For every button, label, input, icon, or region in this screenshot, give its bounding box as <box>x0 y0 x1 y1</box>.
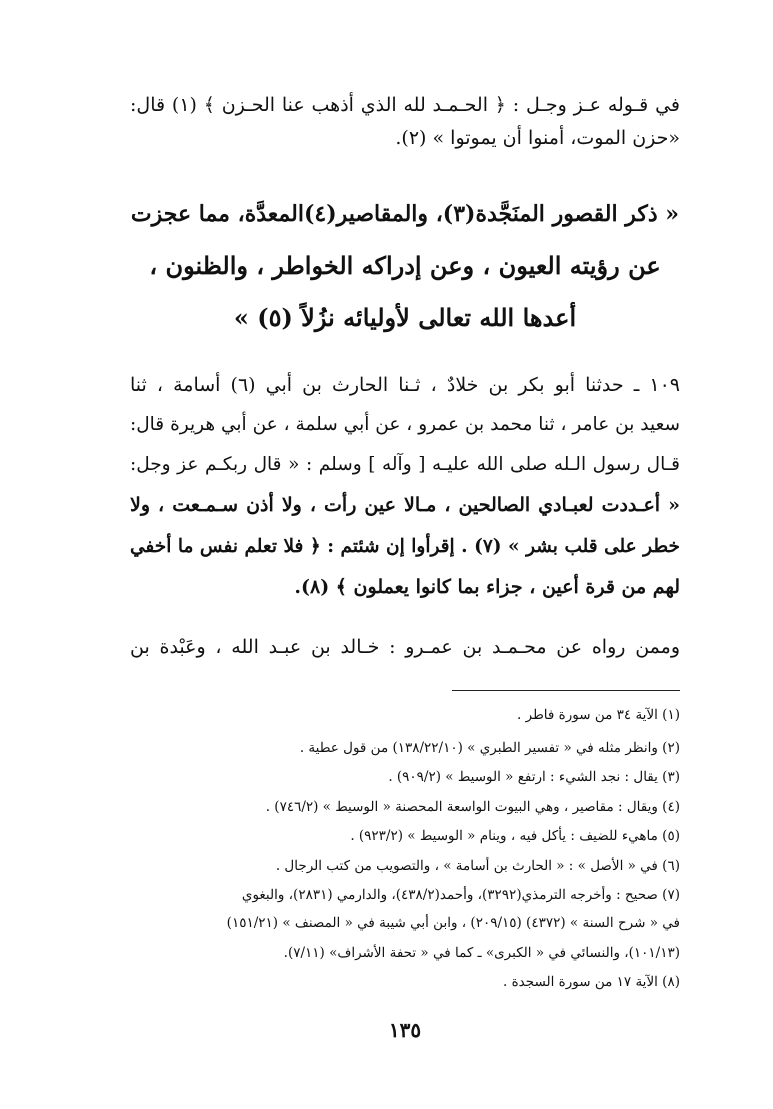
intro-line-2: «حزن الموت، أمنوا أن يموتوا » (٢). <box>395 127 680 149</box>
hadith-line-4: « أعـددت لعبـادي الصالحين ، مـالا عين رأت ، ولا أذن سـمـعت ، ولا <box>130 494 680 516</box>
footnote-7-cont-1: في « شرح السنة » (٤٣٧٢) (٢٠٩/١٥) ، وابن أبي شيبة في « المصنف » (١٥١/٢١) <box>226 915 680 931</box>
hadith-line-2: سعيد بن عامر ، ثنا محمد بن عمرو ، عن أبي سلمة ، عن أبي هريرة قال: <box>130 414 680 435</box>
footnote-1: (١) الآية ٣٤ من سورة فاطر . <box>517 707 680 723</box>
footnote-2: (٢) وانظر مثله في « تفسير الطبري » (١٣٨/٢٢/١٠) من قول عطية . <box>299 740 680 756</box>
hadith-line-6: لهم من قرة أعين ، جزاء بما كانوا يعملون ﴾ (٨). <box>294 576 680 598</box>
page-number: ١٣٥ <box>388 1018 422 1042</box>
footnote-3: (٣) يقال : نجد الشيء : ارتفع « الوسيط » (٩٠٩/٢) . <box>388 769 680 785</box>
hadith-line-1: ١٠٩ ـ حدثنا أبو بكر بن خلادٌ ، ثـنا الحارث بن أبي (٦) أسامة ، ثنا <box>130 374 680 396</box>
footnote-7-cont-2: (١٠١/١٣)، والنسائي في « الكبرى» ـ كما في « تحفة الأشراف» (٧/١١). <box>283 945 680 961</box>
intro-line-1: في قـوله عـز وجـل : ﴿ الحـمـد لله الذي أذهب عنا الحـزن ﴾ (١) قال: <box>130 94 680 116</box>
footnote-4: (٤) ويقال : مقاصير ، وهي البيوت الواسعة المحصنة « الوسيط » (٧٤٦/٢) . <box>265 799 680 815</box>
footnote-8: (٨) الآية ١٧ من سورة السجدة . <box>503 974 680 990</box>
footnote-5: (٥) ماهيء للضيف : يأكل فيه ، وينام « الوسيط » (٩٢٣/٢) . <box>350 828 680 844</box>
continuation-line-1: وممن رواه عن محـمـد بن عمـرو : خـالد بن عبـد الله ، وعَبْدة بن <box>130 636 680 658</box>
footnote-6: (٦) في « الأصل » : « الحارث بن أسامة » ، والتصويب من كتب الرجال . <box>275 858 680 874</box>
hadith-line-3: قـال رسول الـله صلى الله عليـه [ وآله ] وسلم : « قال ربكـم عز وجل: <box>130 454 680 475</box>
book-page <box>130 0 680 1109</box>
chapter-heading-line-1: « ذكر القصور المنَجَّدة(٣)، والمقاصير(٤)المعدَّة، مما عجزت <box>130 201 680 227</box>
chapter-heading-line-2: عن رؤيته العيون ، وعن إدراكه الخواطر ، والظنون ، <box>149 251 661 280</box>
hadith-line-5: خطر على قلب بشر » (٧) . إقرأوا إن شئتم : ﴿ فلا تعلم نفس ما أخفي <box>130 536 680 557</box>
footnote-separator <box>452 690 680 691</box>
chapter-heading-line-3: أعدها الله تعالى لأوليائه نزُلاً (٥) » <box>233 303 577 332</box>
footnote-7: (٧) صحيح : وأخرجه الترمذي(٣٢٩٢)، وأحمد(٤٣٨/٢)، والدارمي (٢٨٣١)، والبغوي <box>241 887 680 903</box>
